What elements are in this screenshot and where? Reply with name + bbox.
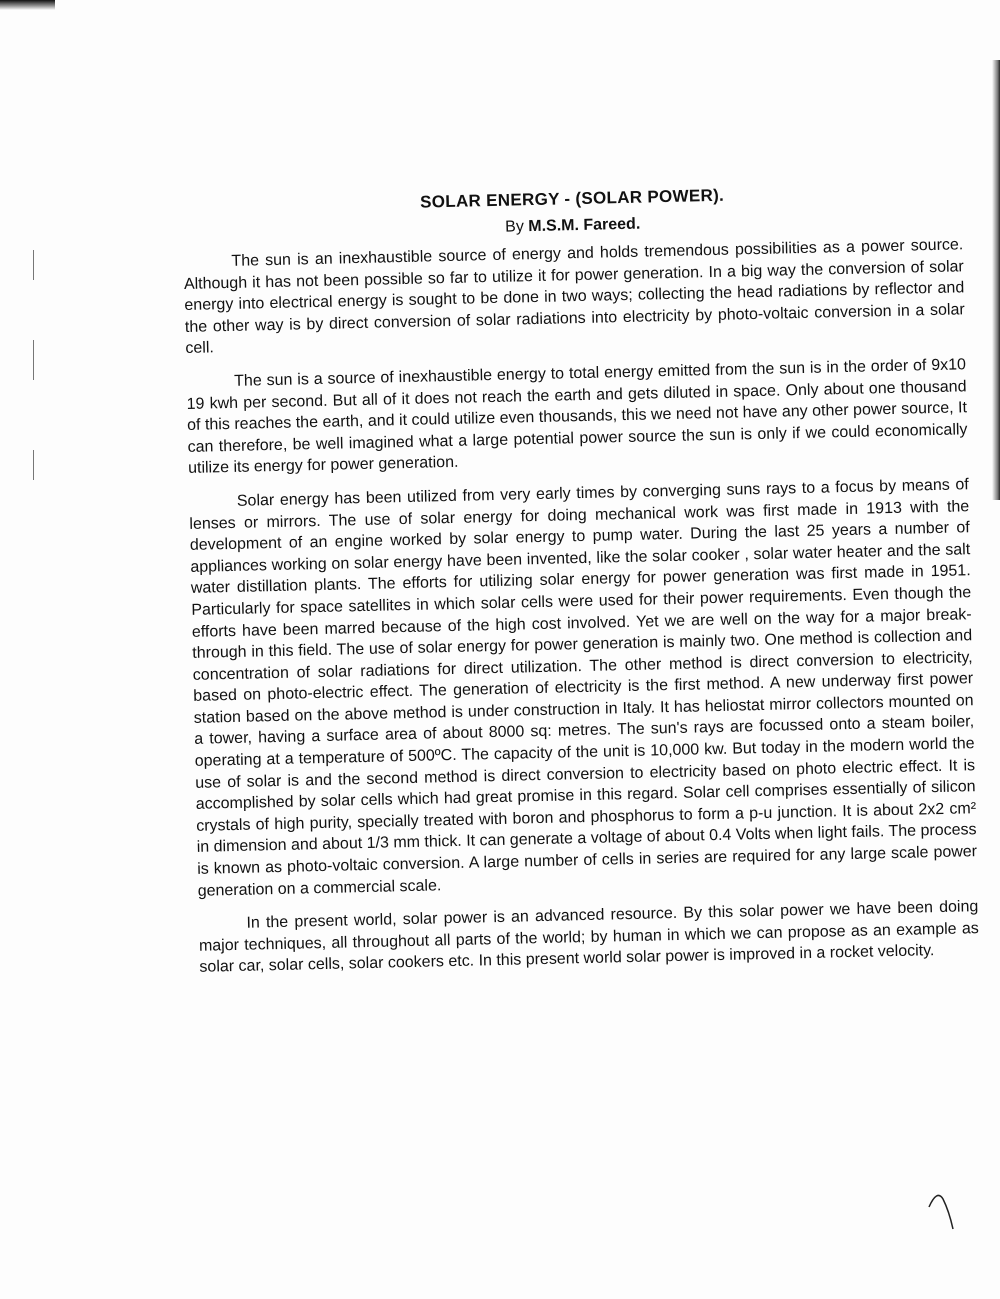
- scan-margin-mark: [33, 250, 34, 280]
- scan-corner-artifact: [0, 0, 55, 10]
- scan-margin-mark: [33, 450, 34, 480]
- paragraph-1: The sun is an inexhaustible source of energy and holds tremendous possibilities as a power source. Although it has not been possible so far to utilize it for power generation. In a big way the conversion of solar energy into electrical energy is sought to be done in two ways; collecting the head radiations by reflector and the other way is by direct conversion of solar radiations into electricity by photo-voltaic conversion in a solar cell.: [183, 236, 965, 358]
- byline-prefix: By: [504, 218, 525, 236]
- scan-edge-shadow: [992, 60, 1000, 500]
- pen-stroke-mark: [925, 1185, 965, 1235]
- article: [182, 180, 980, 990]
- paragraph-4: In the present world, solar power is an advanced resource. By this solar power we have been doing major techniques, all throughout all parts of the world; by human in which we can propose as an example as solar car, solar cells, solar cookers etc. In this present world solar power is improved in a rocket velocity.: [198, 898, 979, 977]
- author-name: M.S.M. Fareed.: [528, 215, 641, 236]
- document-title: SOLAR ENERGY - (SOLAR POWER).: [419, 185, 725, 212]
- paragraph-3: Solar energy has been utilized from very early times by converging suns rays to a focus by means of lenses or mirrors. The use of solar energy for doing mechanical work was first made in 1913 with the development of an engine worked by solar energy to pump water. During the last 25 years a number of appliances working on solar energy have been invented, like the solar cooker , solar water heater and the salt water distillation plants. The efforts for utilizing solar energy for power generation was first made in 1951. Particularly for space satellites in which solar cells were used for their power requirements. Even though the efforts have been marred because of the high cost involved. Yet we are well on the way for a major break-through in this field. The use of solar energy for power generation is mainly two. One method is collection and concentration of solar radiations for direct utilization. The other method is direct conversion to electricity, based on photo-electric effect. The generation of electricity is the first method. A new underway first power station based on the above method is under construction in Italy. It has heliostat mirror collectors mounted on a tower, having a surface area of about 8000 sq: metres. The sun's rays are focussed onto a steam boiler, operating at a temperature of 500ºC. The capacity of the unit is 10,000 kw. But today in the modern world the use of solar is and the second method is direct conversion to electricity based on photo electric effect. It is accomplished by solar cells which had great promise in this regard. Solar cell comprises essentially of silicon crystals of high purity, specially treated with boron and phosphorus to form a p-u junction. It is about 2x2 cm² in dimension and about 1/3 mm thick. It can generate a voltage of about 0.4 Volts when light fails. The process is known as photo-voltaic conversion. A large number of cells in series are required for any large scale power generation on a commercial scale.: [189, 476, 978, 900]
- scan-margin-mark: [33, 340, 34, 380]
- paragraph-2: The sun is a source of inexhaustible energy to total energy emitted from the sun is in the order of 9x10 19 kwh per second. But all of it does not reach the earth and gets diluted in space. Only about one thousand of this reaches the earth, and it could utilize even thousands, this we need not have any other power source, It can therefore, be well imagined what a large potential power source the sun is only if we could economically utilize its energy for power generation.: [186, 356, 968, 478]
